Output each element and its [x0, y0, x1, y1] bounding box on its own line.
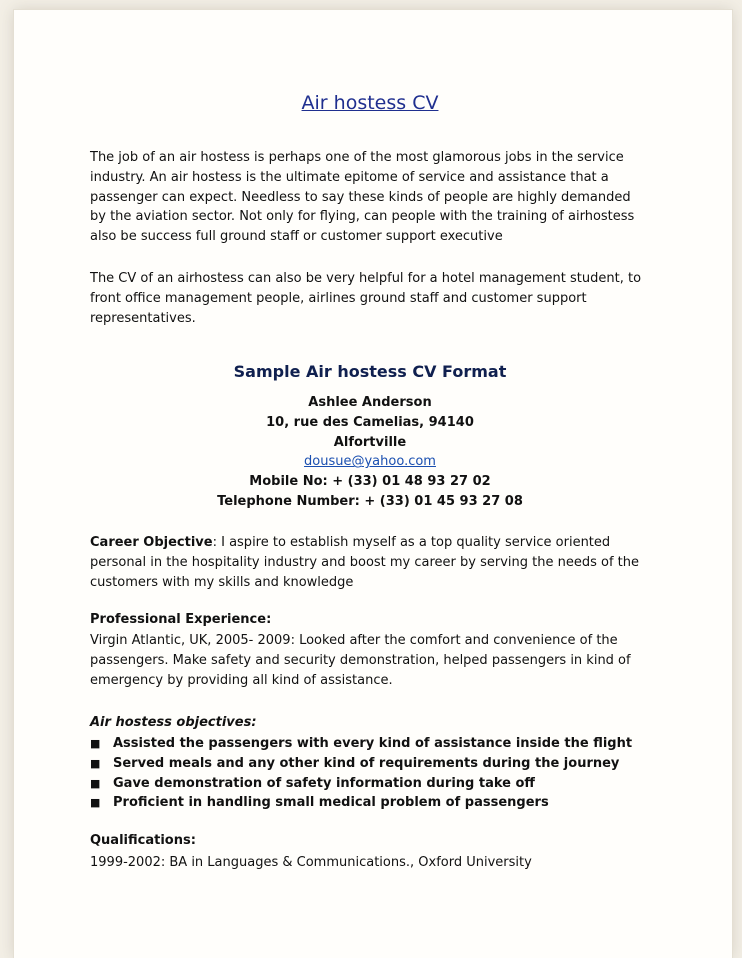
career-objective-label: Career Objective: [90, 535, 213, 550]
intro-paragraph-1: The job of an air hostess is perhaps one of the most glamorous jobs in the service industry. An air hostess is the ultimate epitome of service and assistance that a passenger can expect. Needless to say these kinds of people are highly demanded by the aviation sector. Not only for flying, can people with the training of airhostess also be success full ground staff or customer support executive: [90, 150, 635, 245]
section-subtitle: Sample Air hostess CV Format: [233, 362, 507, 381]
bullet-icon: ■: [90, 796, 101, 810]
objectives-list: [90, 734, 650, 813]
experience-text: Virgin Atlantic, UK, 2005- 2009: Looked after the comfort and convenience of the passengers. Make safety and security demonstration, helped passengers in kind of emergency by providing all kind of assistance.: [90, 633, 631, 688]
contact-block: [90, 393, 650, 512]
contact-city: Alfortville: [333, 434, 407, 450]
contact-telephone: Telephone Number: + (33) 01 45 93 27 08: [217, 493, 523, 509]
career-objective-text: : I aspire to establish myself as a top quality service oriented personal in the hospitality industry and boost my career by serving the needs of the customers with my skills and knowledge: [90, 535, 640, 590]
contact-mobile: Mobile No: + (33) 01 48 93 27 02: [249, 474, 491, 490]
document-title: Air hostess CV: [301, 92, 439, 114]
qualifications-text: 1999-2002: BA in Languages & Communications., Oxford University: [90, 855, 532, 870]
contact-name: Ashlee Anderson: [308, 395, 432, 410]
qualifications-heading: Qualifications:: [90, 833, 196, 848]
list-item: ■ Served meals and any other kind of requirements during the journey: [90, 754, 650, 774]
bullet-icon: ■: [90, 737, 101, 750]
document-page: [14, 10, 732, 958]
experience-heading: Professional Experience:: [90, 612, 272, 627]
contact-email-link[interactable]: dousue@yahoo.com: [304, 454, 436, 470]
list-item: ■ Assisted the passengers with every kind of assistance inside the flight: [90, 734, 650, 754]
objectives-heading: Air hostess objectives:: [90, 715, 257, 730]
contact-address: 10, rue des Camelias, 94140: [266, 414, 474, 430]
bullet-icon: ■: [90, 776, 101, 790]
list-item: ■ Proficient in handling small medical problem of passengers: [90, 793, 650, 813]
list-item: ■ Gave demonstration of safety information during take off: [90, 774, 650, 794]
bullet-icon: ■: [90, 756, 101, 770]
intro-paragraph-2: The CV of an airhostess can also be very helpful for a hotel management student, to front office management people, airlines ground staff and customer support representatives.: [90, 271, 642, 326]
career-objective: [90, 533, 650, 592]
